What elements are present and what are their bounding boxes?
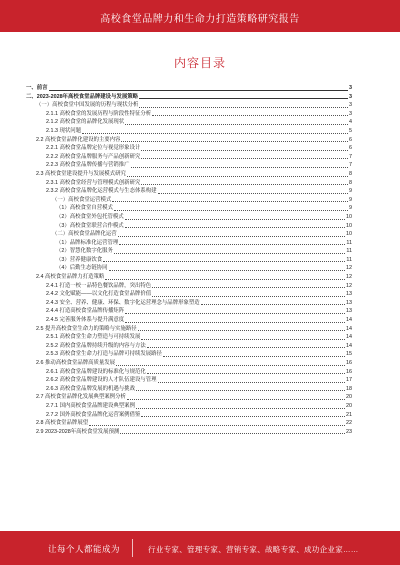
toc-entry[interactable] [26,127,352,136]
toc-entry[interactable] [26,230,352,239]
toc-entry-title: 2.2.1 高校食堂品牌定位与视觉形象设计 [46,145,141,152]
toc-leader-dots [152,296,345,297]
toc-entry[interactable] [26,153,352,162]
footer-slogan: 让每个人都能成为 [48,544,121,554]
toc-entry-page: 13 [346,291,352,298]
toc-entry-page: 3 [349,93,352,100]
toc-entry-page: 12 [346,274,352,281]
toc-leader-dots [49,90,348,91]
toc-entry-page: 11 [346,248,352,255]
toc-entry[interactable] [26,187,352,196]
toc-entry-page: 20 [346,394,352,401]
toc-leader-dots [114,210,348,211]
table-of-contents [26,84,352,436]
footer-roles: 行业专家、管理专家、营销专家、战略专家、成功企业家…… [148,545,359,554]
toc-entry-page: 13 [346,299,352,306]
toc-entry-page: 11 [346,239,352,246]
toc-leader-dots [121,141,348,142]
toc-entry[interactable] [26,239,352,248]
toc-entry-page: 3 [349,102,352,109]
toc-leader-dots [127,176,348,177]
toc-entry-title: （一）高校食堂运营模式 [52,196,112,203]
toc-entry-title: 2.1.1 高校食堂的发展历程与阶段性特征分析 [46,110,152,117]
toc-entry[interactable] [26,101,352,110]
toc-leader-dots [114,253,345,254]
toc-leader-dots [125,322,345,323]
toc-entry-page: 5 [349,127,352,134]
toc-leader-dots [125,313,345,314]
toc-entry-title: 2.2.3 高校食堂品牌传播与营销推广 [46,162,130,169]
toc-leader-dots [127,399,345,400]
toc-leader-dots [158,382,345,383]
toc-entry-page: 10 [346,213,352,220]
toc-entry-page: 8 [349,179,352,186]
toc-entry[interactable] [26,316,352,325]
toc-leader-dots [141,150,348,151]
toc-entry-title: 2.6.3 高校食堂品牌发展的机遇与挑战 [46,385,135,392]
toc-entry-page: 4 [349,119,352,126]
toc-entry-page: 15 [346,351,352,358]
toc-entry-page: 10 [346,222,352,229]
toc-entry[interactable] [26,290,352,299]
toc-entry-title: 2.1.2 高校食堂的品牌化发展现状 [46,119,125,126]
toc-leader-dots [147,373,345,374]
toc-entry-page: 12 [346,282,352,289]
toc-leader-dots [119,244,345,245]
toc-entry[interactable] [26,136,352,145]
toc-entry[interactable] [26,376,352,385]
toc-entry[interactable] [26,161,352,170]
toc-entry-page: 7 [349,162,352,169]
toc-entry-title: 2.7 高校食堂品牌化发展典型案例分析 [36,394,126,401]
toc-entry-title: （1）品牌标准化运营管理 [56,239,119,246]
toc-leader-dots [112,201,348,202]
toc-entry-page: 6 [349,136,352,143]
toc-entry[interactable] [26,204,352,213]
toc-entry[interactable] [26,144,352,153]
toc-leader-dots [125,124,348,125]
toc-entry[interactable] [26,196,352,205]
page-footer [0,531,400,565]
toc-leader-dots [139,98,348,99]
toc-leader-dots [152,115,348,116]
toc-entry[interactable] [26,419,352,428]
toc-entry[interactable] [26,170,352,179]
toc-leader-dots [136,408,345,409]
toc-leader-dots [118,236,345,237]
toc-entry-title: 2.9 2023-2028年高校食堂发展预测 [36,428,120,435]
report-title: 高校食堂品牌力和生命力打造策略研究报告 [100,14,300,25]
toc-leader-dots [141,416,345,417]
toc-entry-page: 12 [346,265,352,272]
toc-entry-title: 2.4 高校食堂品牌力打造策略 [36,274,105,281]
toc-entry-page: 16 [346,368,352,375]
toc-entry-title: 2.6 推动高校食堂品牌高质量发展 [36,360,116,366]
toc-entry-page: 9 [349,188,352,195]
toc-entry-page: 16 [346,360,352,366]
toc-entry-title: 2.5.2 高校食堂品牌持续升级的内容与方法 [46,342,146,349]
toc-entry-title: 2.7.1 国内高校食堂品牌建设典型案例 [46,402,135,409]
toc-entry-page: 18 [346,385,352,392]
toc-leader-dots [138,330,345,331]
toc-entry-page: 10 [346,231,352,238]
toc-entry-page: 3 [349,110,352,117]
toc-entry[interactable] [26,368,352,377]
toc-entry[interactable] [26,179,352,188]
toc-entry-title: 2.4.4 打造高校食堂品牌传播矩阵 [46,308,125,315]
toc-entry[interactable] [26,110,352,119]
toc-entry-title: （一）高校食堂中国发展的历程与现状分析 [36,102,139,109]
toc-entry-page: 14 [346,325,352,332]
toc-entry-title: 2.8 高校食堂品牌展望 [36,420,89,427]
toc-entry[interactable] [26,428,352,437]
toc-entry-title: 2.4.3 安全、营养、健康、环保、数字化运营理念与品牌形象塑造 [46,299,200,306]
toc-entry-page: 11 [346,256,352,263]
toc-entry-title: 2.3 高校食堂建设提升与发展模式研究 [36,170,126,177]
toc-entry[interactable] [26,325,352,334]
toc-entry[interactable] [26,222,352,231]
toc-entry[interactable] [26,342,352,351]
toc-leader-dots [109,270,345,271]
toc-entry-page: 3 [349,85,352,91]
toc-entry-page: 7 [349,153,352,160]
toc-entry-title: （2）智慧化数字化服务 [56,248,113,255]
toc-entry-page: 20 [346,402,352,409]
toc-entry-title: 2.5 提升高校食堂生命力的策略与实施路径 [36,325,137,332]
toc-entry-title: 二、2023-2028年高校食堂品牌建设与发展策略 [26,93,139,100]
toc-entry[interactable] [26,273,352,282]
toc-leader-dots [89,425,345,426]
toc-leader-dots [163,356,345,357]
toc-entry-title: 2.3.2 高校食堂品牌化运营模式与生态体系构建 [46,188,157,195]
toc-leader-dots [141,184,348,185]
toc-entry-title: 2.4.1 打造一校一品特色餐饮品牌，突出特色 [46,282,152,289]
toc-entry-title: （3）高校食堂联营合作模式 [56,222,124,229]
toc-entry-page: 21 [346,411,352,418]
toc-leader-dots [103,261,345,262]
toc-leader-dots [158,193,348,194]
toc-leader-dots [141,158,348,159]
toc-leader-dots [201,304,345,305]
toc-leader-dots [125,227,345,228]
toc-entry[interactable] [26,264,352,273]
footer-divider [132,539,133,557]
toc-entry-page: 6 [349,145,352,152]
toc-entry[interactable] [26,385,352,394]
toc-leader-dots [120,433,345,434]
toc-leader-dots [105,279,345,280]
toc-entry-title: 2.4.5 完善服务体系与提升满意度 [46,317,125,324]
toc-entry-title: （二）高校食堂品牌化运营 [52,231,117,238]
toc-entry[interactable] [26,299,352,308]
toc-entry-title: 一、前言 [26,85,48,91]
toc-entry[interactable] [26,118,352,127]
toc-entry-title: （2）高校食堂外包托管模式 [56,213,124,220]
toc-entry-title: 2.4.2 文化赋能——以文化打造食堂品牌价值 [46,291,152,298]
toc-entry[interactable] [26,247,352,256]
toc-entry[interactable] [26,282,352,291]
toc-entry[interactable] [26,307,352,316]
toc-entry-page: 13 [346,308,352,315]
toc-entry-title: 2.2 高校食堂品牌化建设的主要内容 [36,136,121,143]
toc-entry[interactable] [26,393,352,402]
toc-entry-page: 9 [349,196,352,203]
toc-entry-title: （4）后勤生态链协同 [56,265,108,272]
toc-entry-title: 2.6.2 高校食堂品牌建设的人才队伍建设与管理 [46,377,157,384]
toc-entry[interactable] [26,213,352,222]
toc-entry[interactable] [26,93,352,102]
toc-heading: 内容目录 [173,56,226,70]
toc-leader-dots [152,287,345,288]
toc-entry[interactable] [26,256,352,265]
toc-leader-dots [131,167,348,168]
toc-leader-dots [82,133,348,134]
toc-entry-title: 2.5.3 高校食堂生命力打造与品牌可持续发展路径 [46,351,162,358]
toc-entry-title: 2.1.3 现状问题 [46,127,82,134]
toc-leader-dots [116,365,345,366]
toc-entry-title: 2.5.1 高校食堂生命力塑造与可持续发展 [46,334,141,341]
toc-entry[interactable] [26,333,352,342]
toc-entry-page: 14 [346,342,352,349]
toc-entry-page: 9 [349,205,352,212]
toc-entry[interactable] [26,402,352,411]
toc-entry-title: （1）高校食堂自营模式 [56,205,113,212]
toc-entry-title: 2.2.2 高校食堂品牌服务与产品创新研究 [46,153,141,160]
toc-leader-dots [125,219,345,220]
toc-leader-dots [147,347,345,348]
toc-entry-page: 17 [346,377,352,384]
toc-leader-dots [136,390,345,391]
toc-entry-title: 2.3.1 高校食堂经营与管理模式创新研究 [46,179,141,186]
toc-entry[interactable] [26,84,352,93]
toc-entry-title: 2.6.1 高校食堂品牌建设的标准化与规范化 [46,368,146,375]
toc-entry-page: 23 [346,428,352,435]
toc-entry-title: 2.7.2 国外高校食堂品牌化运营案例借鉴 [46,411,141,418]
toc-leader-dots [139,107,348,108]
toc-entry[interactable] [26,359,352,368]
page-header [0,0,400,32]
toc-entry[interactable] [26,350,352,359]
toc-entry-page: 14 [346,334,352,341]
toc-entry-page: 22 [346,420,352,427]
toc-entry[interactable] [26,411,352,420]
toc-entry-page: 14 [346,317,352,324]
toc-entry-title: （3）营养健康饮食 [56,256,103,263]
toc-leader-dots [141,339,345,340]
toc-entry-page: 8 [349,170,352,177]
